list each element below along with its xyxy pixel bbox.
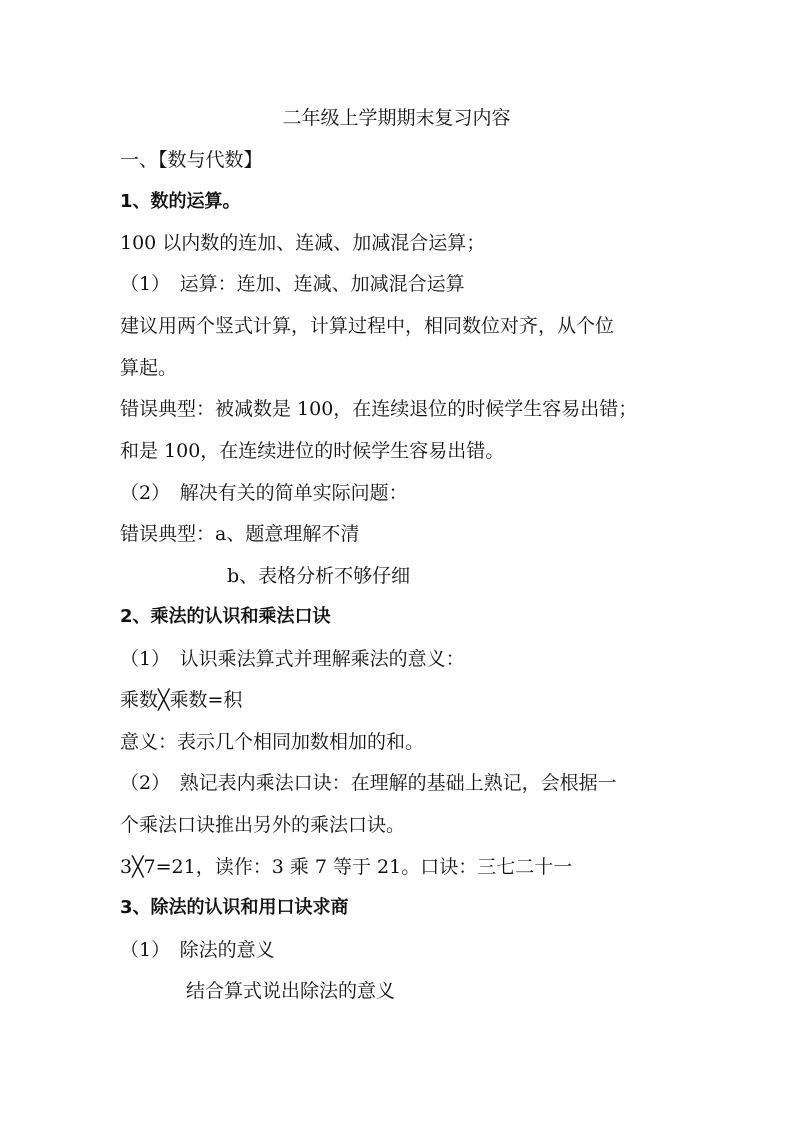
text-line: 乘数╳乘数=积 bbox=[120, 689, 243, 711]
text-line: （2） 熟记表内乘法口诀：在理解的基础上熟记，会根据一 bbox=[120, 772, 617, 794]
text-line: （2） 解决有关的简单实际问题： bbox=[120, 482, 408, 504]
text-line: 意义：表示几个相同加数相加的和。 bbox=[120, 731, 425, 753]
text-line: （1） 除法的意义 bbox=[120, 939, 275, 961]
subsection-heading: 3、除法的认识和用口诀求商 bbox=[120, 897, 349, 918]
text-line: 错误典型：被减数是 100，在连续退位的时候学生容易出错； bbox=[120, 398, 638, 420]
text-line: 100 以内数的连加、连减、加减混合运算； bbox=[120, 232, 486, 254]
text-line: （1） 认识乘法算式并理解乘法的意义： bbox=[120, 648, 465, 670]
text-line: 建议用两个竖式计算，计算过程中，相同数位对齐，从个位 bbox=[120, 315, 615, 337]
text-line: b、表格分析不够仔细 bbox=[227, 565, 411, 587]
text-line: 3╳7=21，读作：3 乘 7 等于 21。口诀：三七二十一 bbox=[120, 856, 573, 878]
text-line: 算起。 bbox=[120, 357, 178, 379]
text-line: 和是 100，在连续进位的时候学生容易出错。 bbox=[120, 440, 505, 462]
text-line: （1） 运算：连加、连减、加减混合运算 bbox=[120, 273, 465, 295]
section-heading: 一、【数与代数】 bbox=[120, 149, 263, 171]
text-line: 结合算式说出除法的意义 bbox=[186, 980, 396, 1002]
subsection-heading: 2、乘法的认识和乘法口诀 bbox=[120, 606, 331, 627]
page-title: 二年级上学期期末复习内容 bbox=[282, 107, 511, 129]
text-line: 个乘法口诀推出另外的乘法口诀。 bbox=[120, 814, 406, 836]
text-line: 错误典型：a、题意理解不清 bbox=[120, 523, 360, 545]
subsection-heading: 1、数的运算。 bbox=[120, 191, 241, 212]
